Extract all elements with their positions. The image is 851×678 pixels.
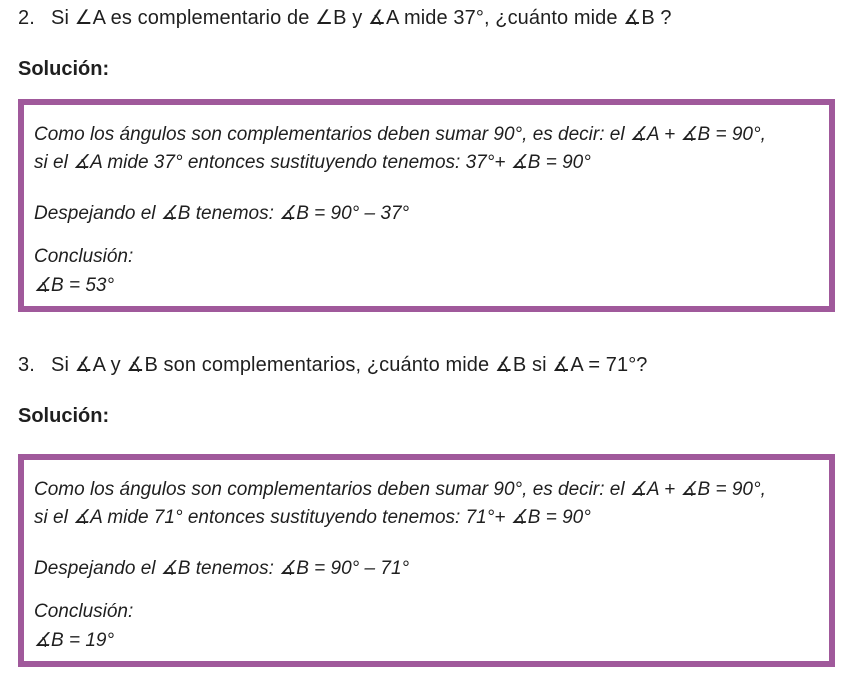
- solution-content: [34, 105, 824, 306]
- solution-box-2: [18, 99, 835, 312]
- conclusion-label: Conclusión:: [34, 246, 134, 267]
- solution-line-2: si el ∡A mide 71° entonces sustituyendo tenemos: 71°+ ∡B = 90°: [34, 507, 591, 528]
- solution-heading: Solución:: [18, 405, 110, 427]
- problem-number: 2.: [18, 7, 35, 29]
- solution-line-3: Despejando el ∡B tenemos: ∡B = 90° – 37°: [34, 203, 410, 224]
- problem-text: Si ∡A y ∡B son complementarios, ¿cuánto mide ∡B si ∡A = 71°?: [51, 354, 648, 376]
- problem-number: 3.: [18, 354, 35, 376]
- conclusion-value: ∡B = 53°: [34, 275, 115, 296]
- conclusion-value: ∡B = 19°: [34, 630, 115, 651]
- solution-line-2: si el ∡A mide 37° entonces sustituyendo tenemos: 37°+ ∡B = 90°: [34, 152, 591, 173]
- solution-heading: Solución:: [18, 58, 110, 80]
- problem-text: Si ∠A es complementario de ∠B y ∡A mide 37°, ¿cuánto mide ∡B ?: [51, 7, 672, 29]
- solution-content: [34, 460, 824, 661]
- problem-2-statement: [18, 5, 672, 30]
- problem-3-statement: [18, 352, 648, 377]
- solution-box-3: [18, 454, 835, 667]
- solution-line-1: Como los ángulos son complementarios deben sumar 90°, es decir: el ∡A + ∡B = 90°,: [34, 124, 766, 145]
- conclusion-label: Conclusión:: [34, 601, 134, 622]
- solution-line-1: Como los ángulos son complementarios deben sumar 90°, es decir: el ∡A + ∡B = 90°,: [34, 479, 766, 500]
- solution-line-3: Despejando el ∡B tenemos: ∡B = 90° – 71°: [34, 558, 410, 579]
